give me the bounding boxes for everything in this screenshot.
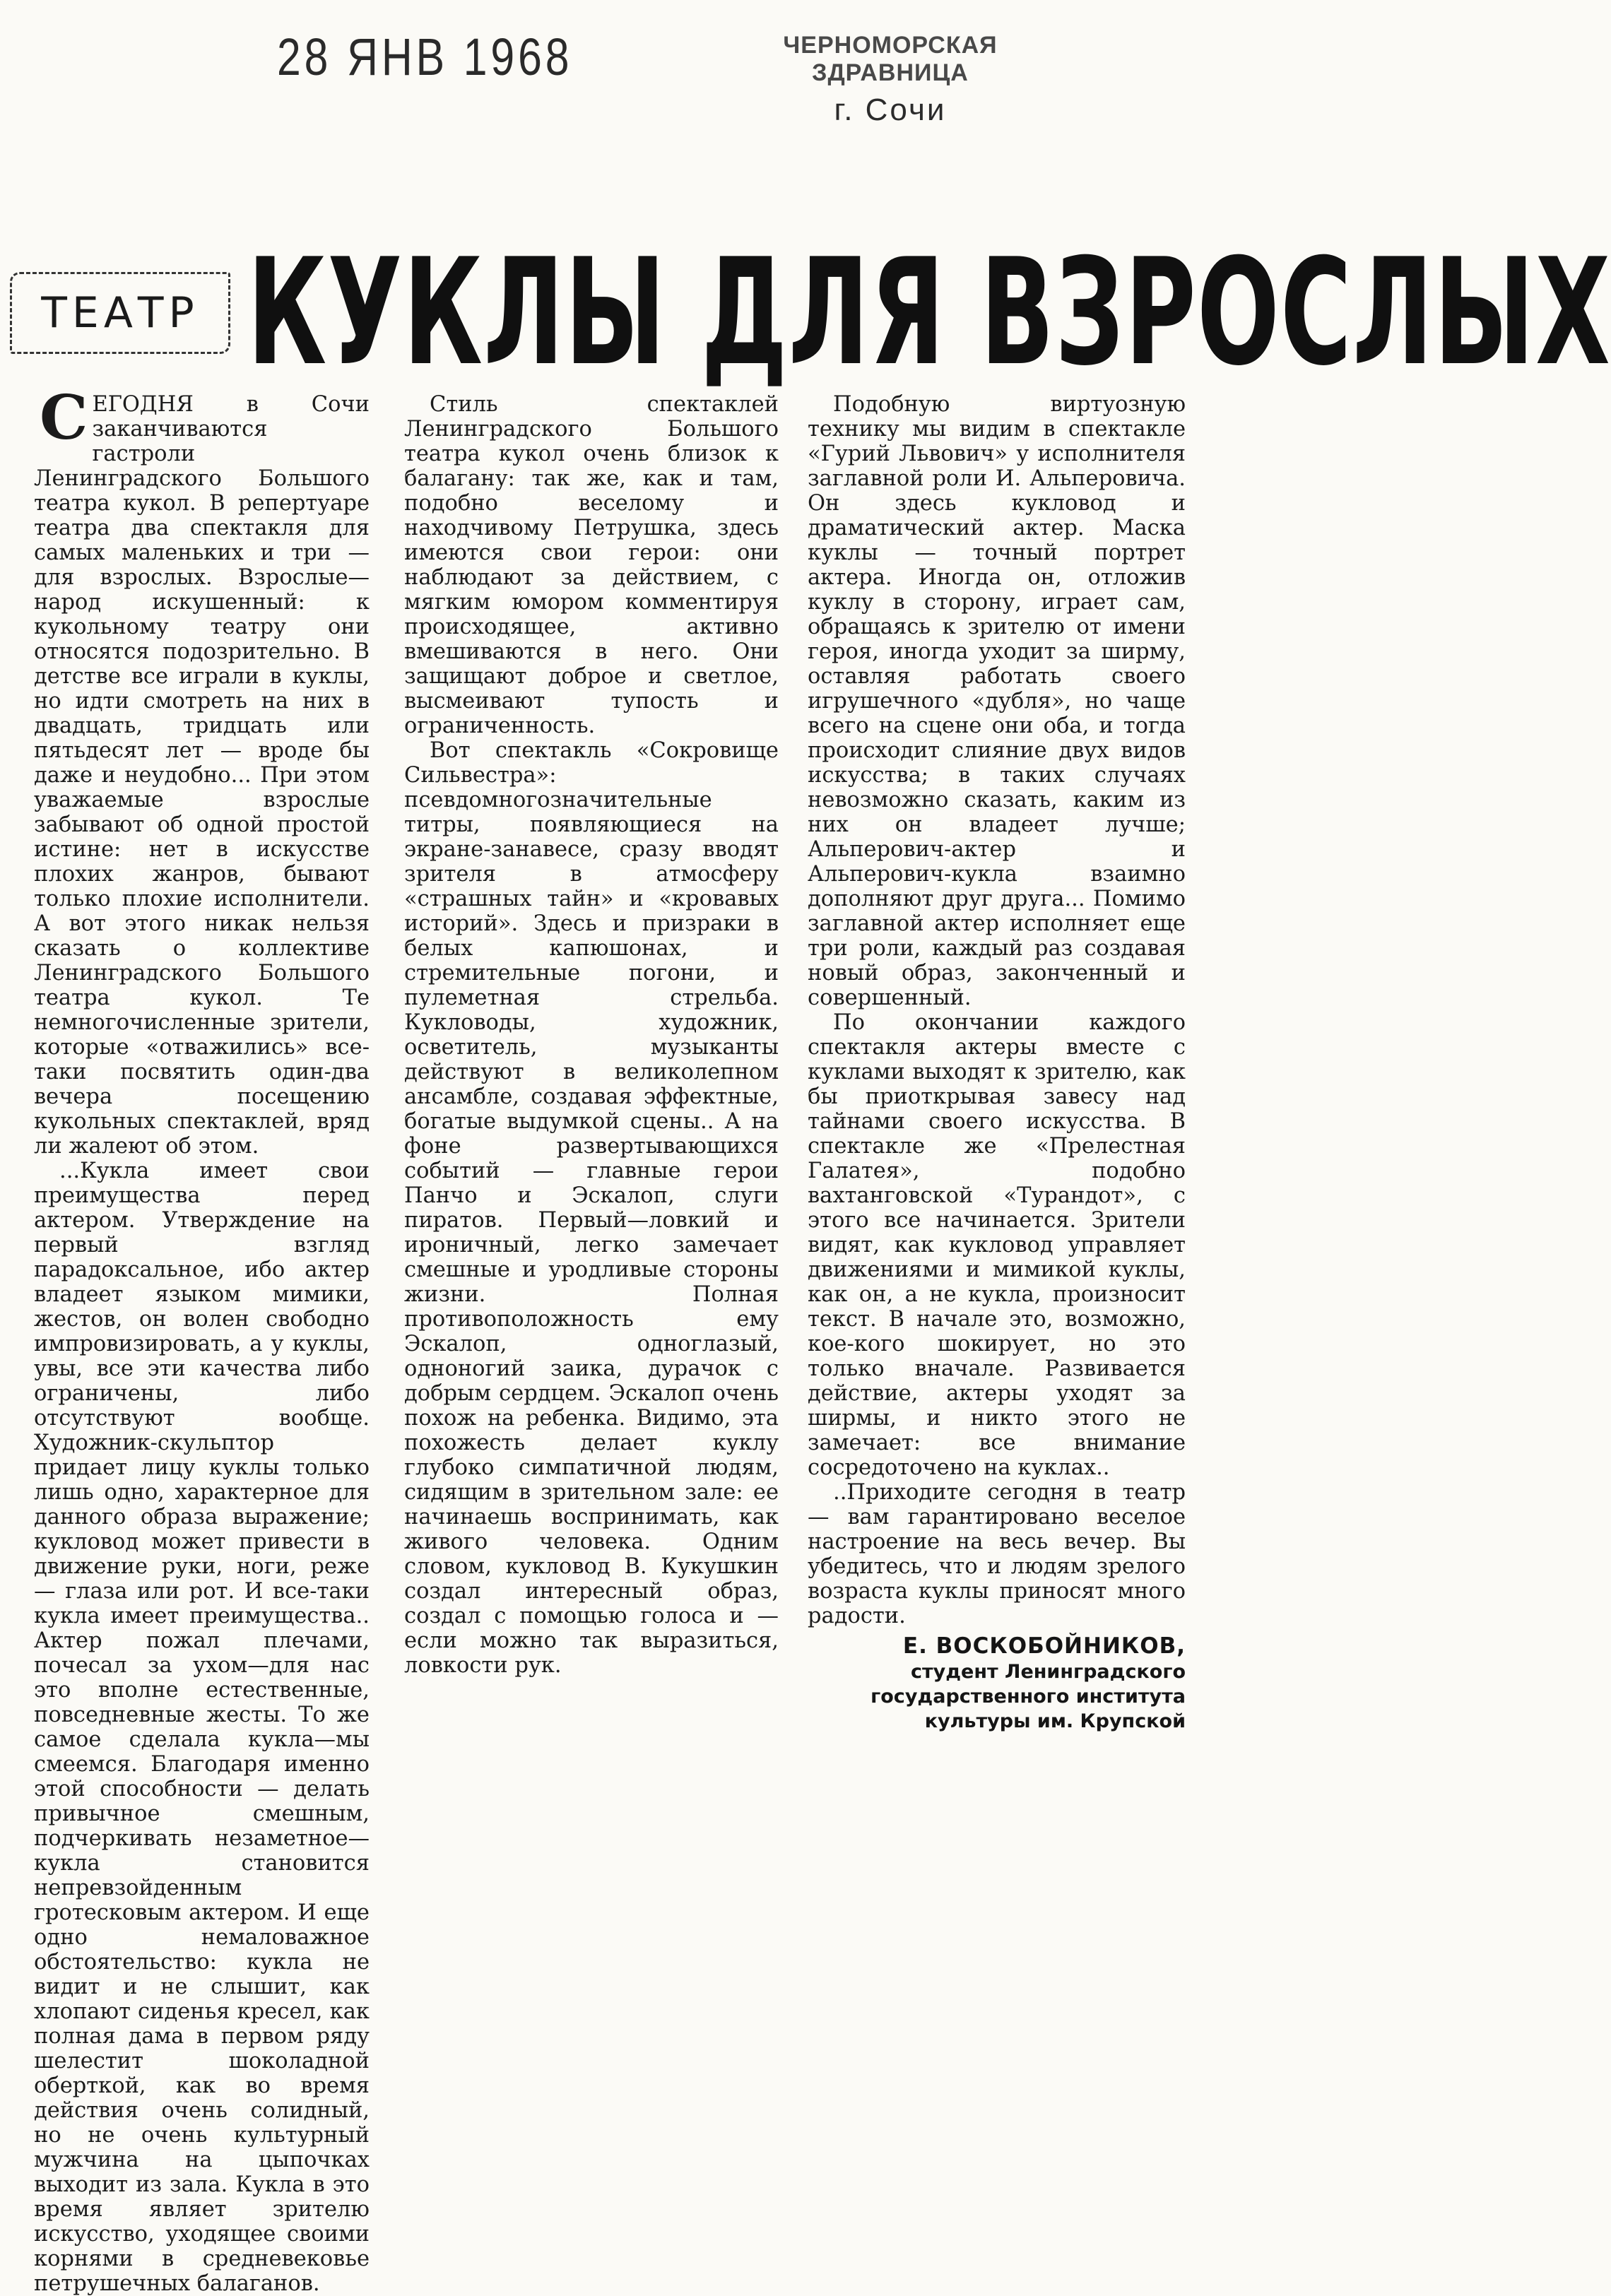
rubric-label: ТЕАТР — [10, 272, 230, 354]
article-paragraph: Подобную виртуозную технику мы видим в спектакле «Гурий Львович» у исполнителя заглавной роли И. Альперовича. Он здесь кукловод и драматический актер. Маска куклы — точный портрет актера. Иногда он, отложив куклу в сторону, играет сам, обращаясь к зрителю от имени героя, иногда уходит за ширму, оставляя работать своего игрушечного «дубля», но чаще всего на сцене они оба, и тогда происходит слияние двух видов искусства; в таких случаях невозможно сказать, каким из них он владеет лучше; Альперович-актер и Альперович-кукла взаимно дополняют друг друга... Помимо заглавной актер исполняет еще три роли, каждый раз создавая новый образ, законченный и совершенный. — [808, 392, 1186, 1010]
article-paragraph: ..Приходите сегодня в театр — вам гарантировано веселое настроение на весь вечер. Вы убедитесь, что и людям зрелого возраста куклы приносят много радости. — [808, 1480, 1186, 1628]
article-paragraph-text: ЕГОДНЯ в Сочи заканчиваются гастроли Ленинградского Большого театра кукол. В репертуаре театра два спектакля для самых маленьких и три — для взрослых. Взрослые—народ искушенный: к кукольному театру они относятся подозрительно. В детстве все играли в куклы, но идти смотреть на них в двадцать, тридцать или пятьдесят лет — вроде бы даже и неудобно... При этом уважаемые взрослые забывают об одной простой истине: нет в искусстве плохих жанров, бывают только плохие исполнители. А вот этого никак нельзя сказать о коллективе Ленинградского Большого театра кукол. Те немногочисленные зрители, которые «отважились» все-таки посвятить один-два вечера посещению кукольных спектаклей, вряд ли жалеют об этом. — [34, 392, 370, 1159]
article-paragraph: ...Кукла имеет свои преимущества перед актером. Утверждение на первый взгляд парадоксальное, ибо актер владеет языком мимики, жестов, он волен свободно импровизировать, а у куклы, увы, все эти качества либо ограничены, либо отсутствуют вообще. Художник-скульптор придает лицу куклы только лишь одно, характерное для данного образа выражение; кукловод может привести в движение руки, ноги, реже — глаза или рот. И все-таки кукла имеет преимущества.. Актер пожал плечами, почесал за ухом—для нас это вполне естественные, повседневные жесты. То же самое сделала кукла—мы смеемся. Благодаря именно этой способности — делать привычное смешным, подчеркивать незаметное—кукла становится непревзойденным гротесковым актером. И еще одно немаловажное обстоятельство: кукла не видит и не слышит, как хлопают сиденья кресел, как полная дама в первом ряду шелестит шоколадной оберткой, как во время действия очень солидный, но не очень культурный мужчина на цыпочках выходит из зала. Кукла в это время являет зрителю искусство, уходящее своими корнями в средневековье петрушечных балаганов. — [34, 1159, 370, 2296]
article-column-1 — [34, 382, 370, 2296]
article-paragraph: Вот спектакль «Сокровище Сильвестра»: псевдомногозначительные титры, появляющиеся на экране-занавесе, сразу вводят зрителя в атмосферу «страшных тайн» и «кровавых историй». Здесь и призраки в белых капюшонах, и стремительные погони, и пулеметная стрельба. Кукловоды, художник, осветитель, музыканты действуют в великолепном ансамбле, создавая эффектные, богатые выдумкой сцены.. А на фоне развертывающихся событий — главные герои Панчо и Эскалоп, слуги пиратов. Первый—ловкий и ироничный, легко замечает смешные и уродливые стороны жизни. Полная противоположность ему Эскалоп, одноглазый, одноногий заика, дурачок с добрым сердцем. Эскалоп очень похож на ребенка. Видимо, эта похожесть делает куклу глубоко симпатичной людям, сидящим в зрительном зале: ее начинаешь воспринимать, как живого человека. Одним словом, кукловод В. Кукушкин создал интересный образ, создал с помощью голоса и — если можно так выразиться, ловкости рук. — [404, 738, 779, 1678]
article-paragraph: По окончании каждого спектакля актеры вместе с куклами выходят к зрителю, как бы приоткрывая завесу над тайнами своего искусства. В спектакле же «Прелестная Галатея», подобно вахтанговской «Турандот», с этого все начинается. Зрители видят, как кукловод управляет движениями и мимикой куклы, как он, а не кукла, произносит текст. В начале это, возможно, кое-кого шокирует, но это только вначале. Развивается действие, актеры уходят за ширмы, и никто этого не замечает: все внимание сосредоточено на куклах.. — [808, 1010, 1186, 1480]
article-column-2 — [404, 392, 779, 1805]
clipping-date-stamp: 28 ЯНВ 1968 — [277, 28, 573, 86]
author-affiliation: студент Ленинградского государственного института культуры им. Крупской — [871, 1661, 1186, 1732]
article-column-3 — [808, 392, 1186, 1805]
article-headline: КУКЛЫ ДЛЯ ВЗРОСЛЫХ — [247, 227, 1611, 398]
article-paragraph: Стиль спектаклей Ленинградского Большого театра кукол очень близок к балагану: так же, как и там, подобно веселому и находчивому Петрушка, здесь имеются свои герои: они наблюдают за действием, с мягким юмором комментируя происходящее, активно вмешиваются в него. Они защищают доброе и светлое, высмеивают тупость и ограниченность. — [404, 392, 779, 738]
author-byline — [808, 1633, 1186, 1734]
newspaper-city: г. Сочи — [834, 93, 947, 127]
newspaper-name: ЧЕРНОМОРСКАЯ ЗДРАВНИЦА — [783, 32, 998, 86]
drop-cap: С — [40, 382, 88, 454]
article-paragraph — [34, 382, 370, 1159]
author-name: Е. ВОСКОБОЙНИКОВ, — [902, 1633, 1186, 1659]
newspaper-source-stamp — [728, 32, 1053, 128]
